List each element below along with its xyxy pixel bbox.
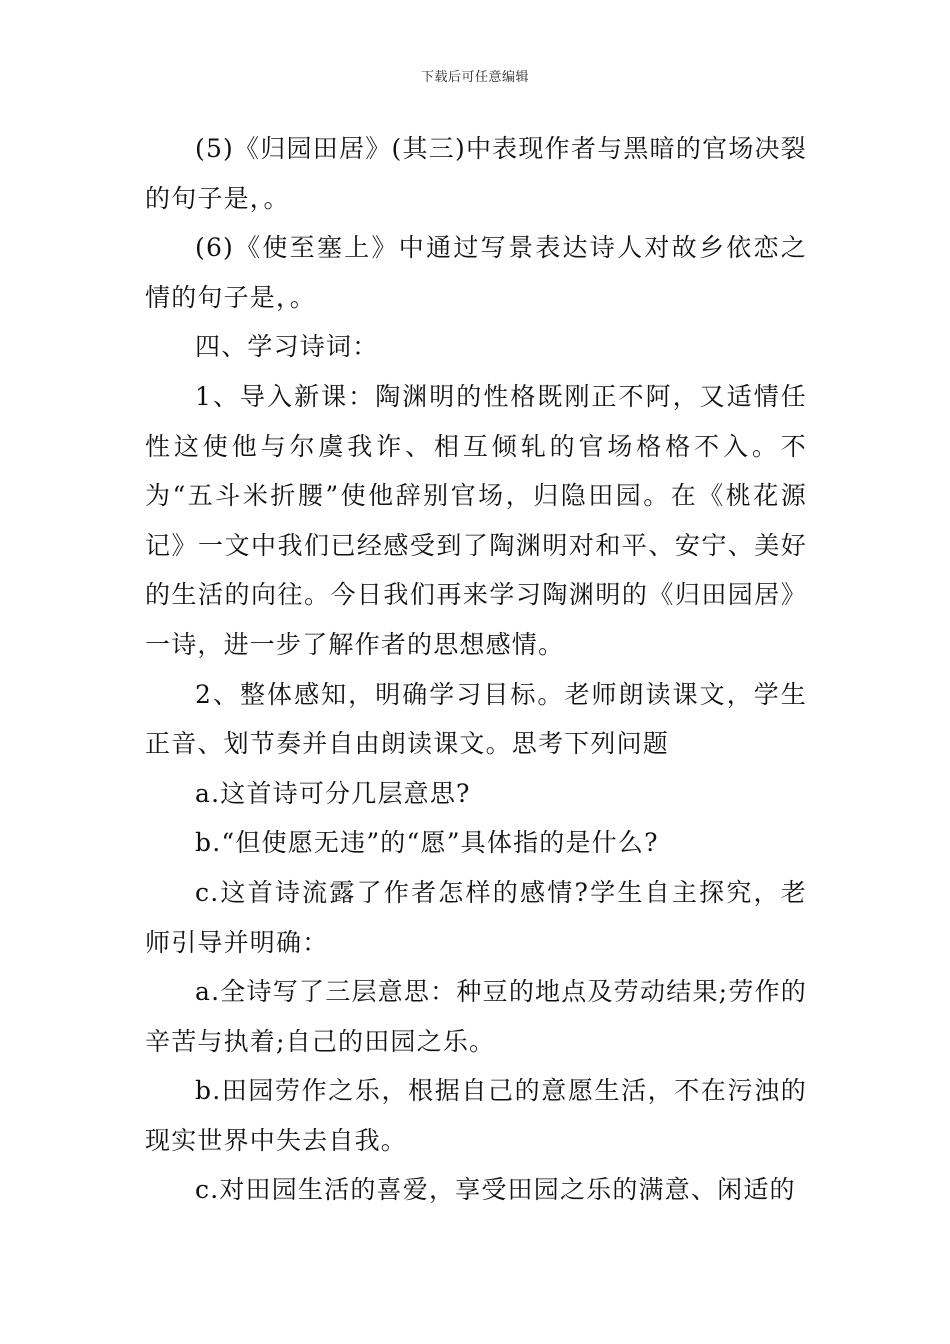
paragraph-intro: 1、导入新课：陶渊明的性格既刚正不阿，又适情任性这使他与尔虞我诈、相互倾轧的官场格格不入。不为“五斗米折腰”使他辞别官场，归隐田园。在《桃花源记》一文中我们已经感受到了陶渊明对和平、安宁、美好的生活的向往。今日我们再来学习陶渊明的《归田园居》一诗，进一步了解作者的思想感情。	[145, 381, 807, 659]
answer-c: c.对田园生活的喜爱，享受田园之乐的满意、闲适的	[195, 1175, 796, 1205]
paragraph-overview: 2、整体感知，明确学习目标。老师朗读课文，学生正音、划节奏并自由朗读课文。思考下列问题	[145, 679, 807, 759]
answer-a: a.全诗写了三层意思：种豆的地点及劳动结果;劳作的辛苦与执着;自己的田园之乐。	[145, 977, 807, 1056]
question-b: b.“但使愿无违”的“愿”具体指的是什么?	[195, 828, 659, 858]
paragraph-fill-blank-6: (6)《使至塞上》中通过写景表达诗人对故乡依恋之情的句子是，。	[145, 233, 807, 312]
answer-b: b.田园劳作之乐，根据自己的意愿生活，不在污浊的现实世界中失去自我。	[145, 1076, 807, 1155]
question-c: c.这首诗流露了作者怎样的感情?学生自主探究，老师引导并明确：	[145, 877, 807, 957]
paragraph-fill-blank-5: (5)《归园田居》(其三)中表现作者与黑暗的官场决裂的句子是，。	[145, 134, 807, 213]
page-header: 下载后可任意编辑	[420, 70, 529, 85]
section-heading: 四、学习诗词：	[195, 332, 379, 362]
document-body	[145, 124, 807, 1215]
question-a: a.这首诗可分几层意思?	[195, 778, 471, 808]
